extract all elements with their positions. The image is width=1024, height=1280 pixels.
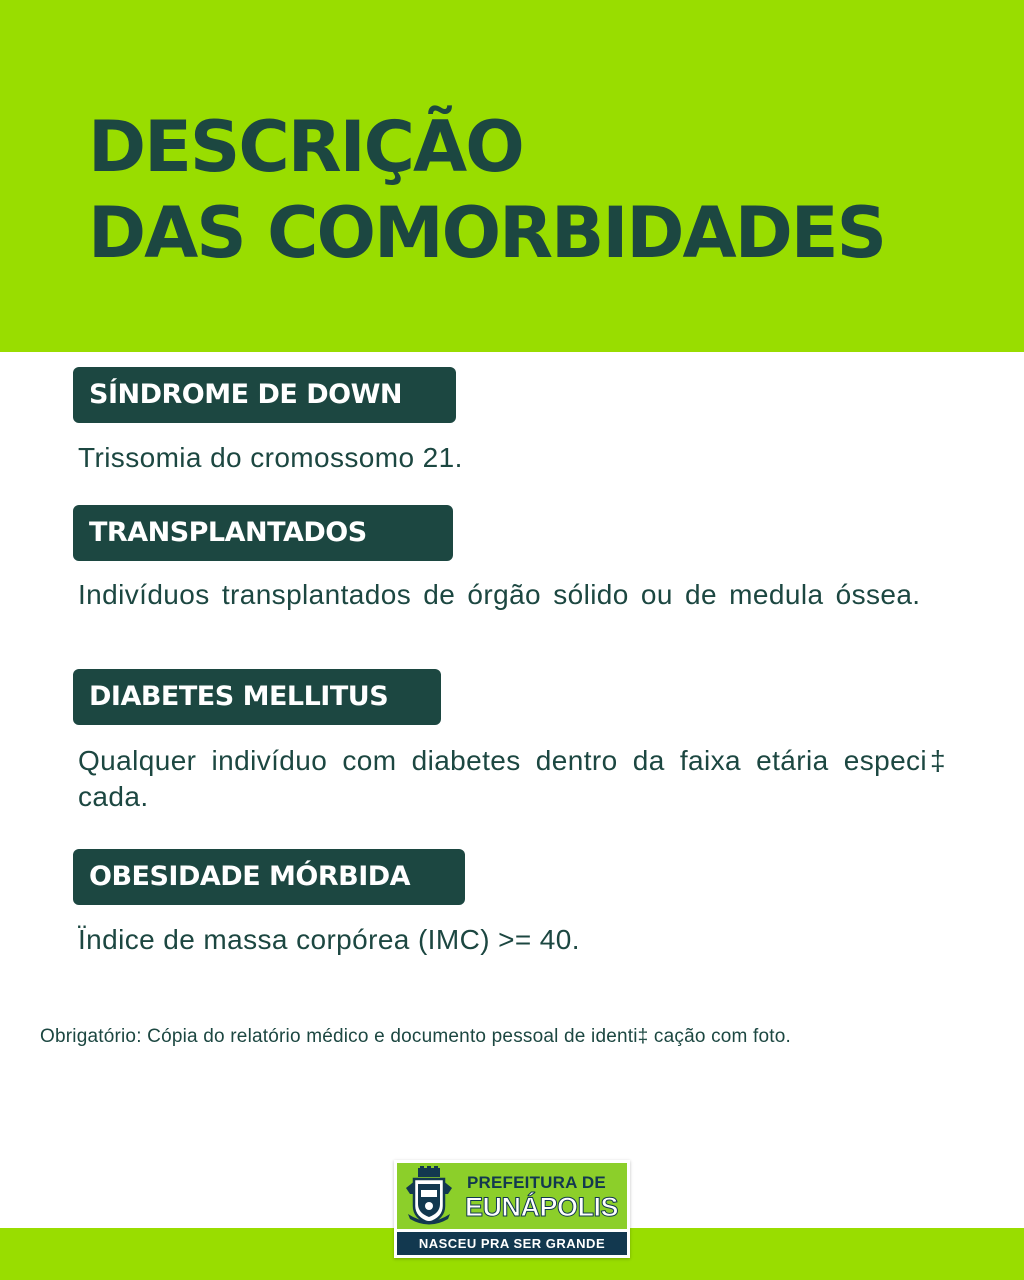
requirement-note: Obrigatório: Cópia do relatório médico e documento pessoal de identi‡ cação com foto. xyxy=(40,1026,792,1047)
logo-top-panel xyxy=(397,1163,627,1229)
prefeitura-logo xyxy=(394,1160,630,1258)
logo-line-2: EUNÁPOLIS xyxy=(465,1192,619,1222)
page-title xyxy=(88,104,885,276)
logo-line-1: PREFEITURA DE xyxy=(467,1173,606,1192)
section-description-down-syndrome: Trissomia do cromossomo 21. xyxy=(78,442,463,473)
logo-slogan: NASCEU PRA SER GRANDE xyxy=(397,1232,627,1255)
section-label-down-syndrome: SÍNDROME DE DOWN xyxy=(73,367,456,423)
title-line-2: DAS COMORBIDADES xyxy=(88,192,886,274)
section-description-obesity: Ïndice de massa corpórea (IMC) >= 40. xyxy=(78,924,580,955)
section-description-diabetes: Qualquer indivíduo com diabetes dentro da faixa etária especi‡ cada. xyxy=(78,745,946,812)
header-banner xyxy=(0,0,1024,352)
coat-of-arms-icon xyxy=(404,1166,454,1226)
section-label-obesity: OBESIDADE MÓRBIDA xyxy=(73,849,465,905)
section-label-transplanted: TRANSPLANTADOS xyxy=(73,505,453,561)
section-description-transplanted: Indivíduos transplantados de órgão sólido ou de medula óssea. xyxy=(78,579,921,610)
section-label-diabetes: DIABETES MELLITUS xyxy=(73,669,441,725)
title-line-1: DESCRIÇÃO xyxy=(88,106,523,188)
